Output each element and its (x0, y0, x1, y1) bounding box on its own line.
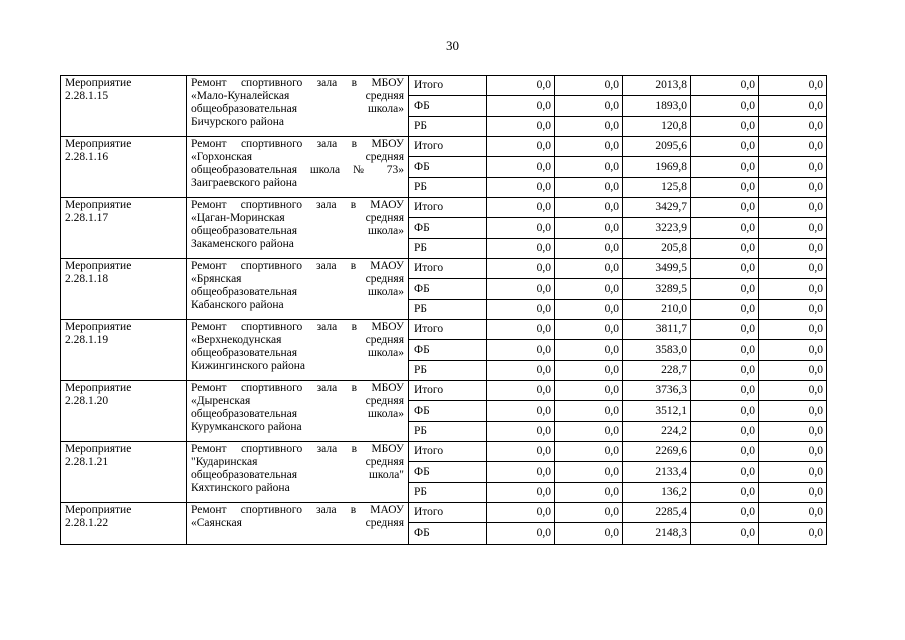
amount-cell: 0,0 (691, 178, 759, 198)
activity-line: Мероприятие (65, 321, 132, 333)
table-row (61, 381, 827, 401)
amount-cell: 0,0 (555, 523, 623, 545)
funding-source-cell: Итого (409, 320, 487, 340)
amount-cell: 0,0 (487, 178, 555, 198)
amount-cell: 0,0 (487, 422, 555, 442)
amount-cell: 0,0 (555, 259, 623, 279)
amount-cell: 0,0 (759, 340, 827, 361)
amount-cell: 0,0 (691, 503, 759, 523)
funding-table (60, 75, 827, 545)
amount-cell: 0,0 (487, 157, 555, 178)
amount-cell: 1969,8 (623, 157, 691, 178)
funding-source-cell: ФБ (409, 279, 487, 300)
amount-cell: 0,0 (691, 442, 759, 462)
amount-cell: 0,0 (691, 96, 759, 117)
amount-cell: 0,0 (555, 483, 623, 503)
amount-cell: 0,0 (555, 401, 623, 422)
activity-line: 2.28.1.20 (65, 395, 109, 407)
description-line: Ремонт спортивного зала в МБОУ (191, 321, 404, 333)
amount-cell: 0,0 (487, 340, 555, 361)
amount-cell: 0,0 (555, 462, 623, 483)
funding-source-cell: Итого (409, 503, 487, 523)
amount-cell: 0,0 (759, 320, 827, 340)
amount-cell: 0,0 (759, 239, 827, 259)
amount-cell: 0,0 (487, 279, 555, 300)
amount-cell: 228,7 (623, 361, 691, 381)
amount-cell: 0,0 (759, 76, 827, 96)
amount-cell: 0,0 (487, 259, 555, 279)
description-line: Ремонт спортивного зала в МБОУ (191, 138, 404, 150)
amount-cell: 0,0 (759, 442, 827, 462)
amount-cell: 2095,6 (623, 137, 691, 157)
funding-source-cell: ФБ (409, 218, 487, 239)
description-cell (187, 442, 409, 503)
funding-source-cell: Итого (409, 259, 487, 279)
amount-cell: 0,0 (487, 300, 555, 320)
table-body (61, 76, 827, 545)
description-line: Кабанского района (191, 299, 284, 311)
description-cell (187, 259, 409, 320)
amount-cell: 0,0 (691, 401, 759, 422)
description-cell (187, 503, 409, 545)
amount-cell: 136,2 (623, 483, 691, 503)
amount-cell: 0,0 (487, 218, 555, 239)
amount-cell: 0,0 (487, 239, 555, 259)
description-line: Кяхтинского района (191, 482, 290, 494)
description-line: общеобразовательная школа» (191, 347, 404, 359)
funding-source-cell: Итого (409, 442, 487, 462)
amount-cell: 0,0 (487, 361, 555, 381)
funding-source-cell: РБ (409, 300, 487, 320)
amount-cell: 0,0 (555, 218, 623, 239)
amount-cell: 0,0 (691, 279, 759, 300)
amount-cell: 2133,4 (623, 462, 691, 483)
amount-cell: 2148,3 (623, 523, 691, 545)
funding-source-cell: Итого (409, 76, 487, 96)
amount-cell: 224,2 (623, 422, 691, 442)
amount-cell: 0,0 (555, 361, 623, 381)
funding-source-cell: РБ (409, 117, 487, 137)
activity-cell (61, 320, 187, 381)
amount-cell: 0,0 (487, 442, 555, 462)
description-line: Заиграевского района (191, 177, 297, 189)
description-line: общеобразовательная школа № 73» (191, 164, 404, 176)
amount-cell: 2285,4 (623, 503, 691, 523)
amount-cell: 0,0 (759, 483, 827, 503)
activity-cell (61, 503, 187, 545)
funding-source-cell: ФБ (409, 157, 487, 178)
amount-cell: 0,0 (555, 442, 623, 462)
amount-cell: 0,0 (487, 483, 555, 503)
activity-line: 2.28.1.19 (65, 334, 109, 346)
amount-cell: 0,0 (487, 117, 555, 137)
amount-cell: 0,0 (487, 523, 555, 545)
description-line: «Цаган-Моринская средняя (191, 212, 404, 224)
amount-cell: 0,0 (759, 198, 827, 218)
funding-source-cell: РБ (409, 361, 487, 381)
activity-line: Мероприятие (65, 138, 132, 150)
table-row (61, 137, 827, 157)
activity-line: Мероприятие (65, 504, 132, 516)
funding-source-cell: Итого (409, 381, 487, 401)
amount-cell: 0,0 (759, 523, 827, 545)
funding-source-cell: Итого (409, 137, 487, 157)
amount-cell: 0,0 (759, 462, 827, 483)
amount-cell: 0,0 (487, 462, 555, 483)
funding-source-cell: РБ (409, 178, 487, 198)
amount-cell: 0,0 (555, 300, 623, 320)
amount-cell: 0,0 (759, 401, 827, 422)
amount-cell: 0,0 (691, 198, 759, 218)
table-row (61, 320, 827, 340)
amount-cell: 0,0 (487, 320, 555, 340)
amount-cell: 0,0 (555, 96, 623, 117)
description-line: Курумканского района (191, 421, 302, 433)
amount-cell: 3512,1 (623, 401, 691, 422)
table-row (61, 198, 827, 218)
activity-cell (61, 259, 187, 320)
description-line: Кижингинского района (191, 360, 306, 372)
amount-cell: 3736,3 (623, 381, 691, 401)
amount-cell: 0,0 (691, 523, 759, 545)
amount-cell: 0,0 (555, 137, 623, 157)
amount-cell: 0,0 (759, 178, 827, 198)
funding-source-cell: ФБ (409, 401, 487, 422)
amount-cell: 0,0 (487, 76, 555, 96)
funding-source-cell: Итого (409, 198, 487, 218)
amount-cell: 0,0 (555, 239, 623, 259)
amount-cell: 3499,5 (623, 259, 691, 279)
amount-cell: 0,0 (691, 320, 759, 340)
funding-source-cell: РБ (409, 422, 487, 442)
activity-cell (61, 76, 187, 137)
amount-cell: 0,0 (487, 401, 555, 422)
description-line: «Саянская средняя (191, 517, 404, 529)
funding-source-cell: ФБ (409, 96, 487, 117)
activity-line: 2.28.1.21 (65, 456, 109, 468)
description-cell (187, 137, 409, 198)
amount-cell: 0,0 (691, 483, 759, 503)
activity-cell (61, 198, 187, 259)
activity-line: 2.28.1.15 (65, 90, 109, 102)
amount-cell: 0,0 (691, 462, 759, 483)
amount-cell: 0,0 (555, 381, 623, 401)
amount-cell: 0,0 (555, 157, 623, 178)
activity-cell (61, 137, 187, 198)
description-line: «Брянская средняя (191, 273, 404, 285)
activity-line: 2.28.1.22 (65, 517, 109, 529)
amount-cell: 0,0 (555, 340, 623, 361)
description-line: Бичурского района (191, 116, 284, 128)
activity-cell (61, 381, 187, 442)
page-number: 30 (446, 38, 459, 53)
amount-cell: 0,0 (691, 422, 759, 442)
amount-cell: 3429,7 (623, 198, 691, 218)
amount-cell: 0,0 (691, 300, 759, 320)
funding-source-cell: ФБ (409, 523, 487, 545)
amount-cell: 0,0 (555, 422, 623, 442)
amount-cell: 0,0 (759, 117, 827, 137)
amount-cell: 0,0 (691, 76, 759, 96)
description-line: общеобразовательная школа» (191, 408, 404, 420)
description-line: Закаменского района (191, 238, 294, 250)
amount-cell: 205,8 (623, 239, 691, 259)
funding-source-cell: РБ (409, 483, 487, 503)
description-line: Ремонт спортивного зала в МБОУ (191, 77, 404, 89)
amount-cell: 0,0 (487, 198, 555, 218)
amount-cell: 0,0 (759, 300, 827, 320)
table-row (61, 503, 827, 523)
amount-cell: 1893,0 (623, 96, 691, 117)
activity-line: Мероприятие (65, 77, 132, 89)
amount-cell: 0,0 (555, 198, 623, 218)
description-line: «Верхнекодунская средняя (191, 334, 404, 346)
amount-cell: 3223,9 (623, 218, 691, 239)
amount-cell: 0,0 (759, 96, 827, 117)
amount-cell: 0,0 (555, 76, 623, 96)
amount-cell: 0,0 (759, 422, 827, 442)
amount-cell: 0,0 (759, 361, 827, 381)
amount-cell: 0,0 (691, 340, 759, 361)
activity-cell (61, 442, 187, 503)
amount-cell: 0,0 (487, 137, 555, 157)
amount-cell: 0,0 (759, 279, 827, 300)
amount-cell: 0,0 (691, 259, 759, 279)
amount-cell: 0,0 (759, 259, 827, 279)
description-line: Ремонт спортивного зала в МАОУ (191, 504, 404, 516)
table-row (61, 259, 827, 279)
amount-cell: 3583,0 (623, 340, 691, 361)
description-line: Ремонт спортивного зала в МБОУ (191, 443, 404, 455)
description-cell (187, 76, 409, 137)
amount-cell: 0,0 (691, 117, 759, 137)
amount-cell: 0,0 (759, 157, 827, 178)
table-row (61, 442, 827, 462)
table-row (61, 76, 827, 96)
activity-line: Мероприятие (65, 199, 132, 211)
funding-source-cell: РБ (409, 239, 487, 259)
description-line: «Мало-Куналейская средняя (191, 90, 404, 102)
amount-cell: 0,0 (759, 137, 827, 157)
activity-line: 2.28.1.18 (65, 273, 109, 285)
amount-cell: 0,0 (691, 218, 759, 239)
amount-cell: 210,0 (623, 300, 691, 320)
description-cell (187, 320, 409, 381)
amount-cell: 0,0 (691, 239, 759, 259)
amount-cell: 2269,6 (623, 442, 691, 462)
description-line: Ремонт спортивного зала в МБОУ (191, 382, 404, 394)
description-line: общеобразовательная школа" (191, 469, 404, 481)
description-line: Ремонт спортивного зала в МАОУ (191, 199, 404, 211)
activity-line: Мероприятие (65, 260, 132, 272)
amount-cell: 125,8 (623, 178, 691, 198)
activity-line: Мероприятие (65, 443, 132, 455)
description-line: Ремонт спортивного зала в МАОУ (191, 260, 404, 272)
description-cell (187, 381, 409, 442)
amount-cell: 0,0 (691, 137, 759, 157)
amount-cell: 3289,5 (623, 279, 691, 300)
description-line: «Горхонская средняя (191, 151, 404, 163)
description-line: "Кударинская средняя (191, 456, 404, 468)
description-line: общеобразовательная школа» (191, 103, 404, 115)
funding-source-cell: ФБ (409, 462, 487, 483)
amount-cell: 0,0 (487, 503, 555, 523)
amount-cell: 2013,8 (623, 76, 691, 96)
funding-source-cell: ФБ (409, 340, 487, 361)
amount-cell: 0,0 (487, 96, 555, 117)
amount-cell: 0,0 (555, 503, 623, 523)
amount-cell: 0,0 (555, 320, 623, 340)
amount-cell: 0,0 (555, 117, 623, 137)
amount-cell: 0,0 (759, 218, 827, 239)
activity-line: 2.28.1.16 (65, 151, 109, 163)
amount-cell: 0,0 (691, 381, 759, 401)
amount-cell: 0,0 (691, 361, 759, 381)
activity-line: Мероприятие (65, 382, 132, 394)
amount-cell: 3811,7 (623, 320, 691, 340)
amount-cell: 0,0 (555, 279, 623, 300)
amount-cell: 0,0 (759, 503, 827, 523)
amount-cell: 0,0 (487, 381, 555, 401)
amount-cell: 0,0 (691, 157, 759, 178)
amount-cell: 120,8 (623, 117, 691, 137)
amount-cell: 0,0 (555, 178, 623, 198)
amount-cell: 0,0 (759, 381, 827, 401)
description-line: «Дыренская средняя (191, 395, 404, 407)
description-line: общеобразовательная школа» (191, 286, 404, 298)
activity-line: 2.28.1.17 (65, 212, 109, 224)
description-cell (187, 198, 409, 259)
description-line: общеобразовательная школа» (191, 225, 404, 237)
